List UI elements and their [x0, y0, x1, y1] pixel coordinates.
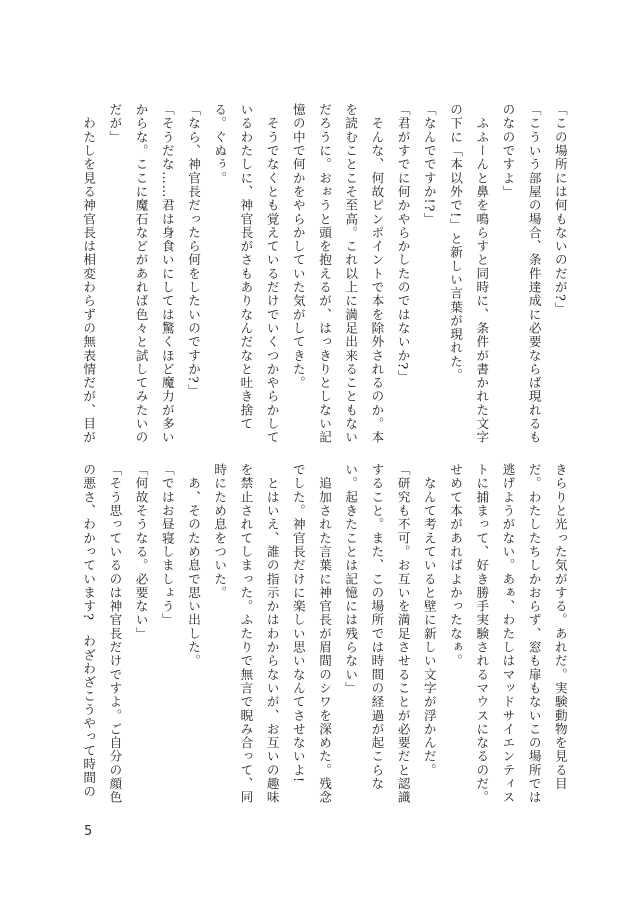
text-paragraph: 「研究も不可。お互いを満足させることが必要だと認識すること。また、この場所では時間の経過が起こらない。起きたことは記憶には残らない」 [343, 463, 411, 805]
text-paragraph: そうでなくとも覚えているだけでいくつかやらかしているわたしに、神官長がさもありなんだなと吐き捨てる。ぐぬぅ。 [212, 103, 280, 445]
text-paragraph: 追加された言葉に神官長が眉間のシワを深めた。残念でした。神官長だけに楽しい思いなんてさせないよ! [290, 463, 333, 805]
text-paragraph: 「君がすでに何かやらかしたのではないか?」 [395, 103, 411, 384]
upper-text-body [75, 103, 573, 445]
text-paragraph: わたしを見る神官長は相変わらずの無表情だが、目が [81, 103, 97, 445]
text-paragraph: 「なら、神官長だったら何をしたいのですか?」 [186, 103, 202, 398]
text-paragraph: ふふーんと鼻を鳴らすと同時に、条件が書かれた文字の下に「本以外で!」と新しい言葉が現れた。 [448, 103, 490, 445]
text-paragraph: 「そうだな……君は身食いにしては驚くほど魔力が多いからな。ここに魔石などがあれば色々と試してみたいのだが」 [107, 103, 175, 445]
text-paragraph: 「なんでですか!?」 [421, 103, 437, 227]
page-number: 5 [84, 824, 93, 839]
text-paragraph: 「ではお昼寝しましょう」 [159, 463, 175, 627]
text-paragraph: 「何故そうなる。必要ない」 [133, 463, 149, 641]
text-paragraph: とはいえ、誰の指示かはわからないが、お互いの趣味を禁止されてしまった。ふたりで無言で睨み合って、同時にため息をついた。 [212, 463, 280, 805]
lower-text-tier [75, 463, 568, 805]
text-paragraph: なんて考えていると壁に新しい文字が浮かんだ。 [421, 463, 437, 777]
text-paragraph: そんな、何故ピンポイントで本を除外されるのか。本を読むことこそ至高。これ以上に満足出来ることもないだろうに。おぉうと頭を抱えるが、はっきりとしない記憶の中で何かをやらかしていた気がしてきた。 [290, 103, 385, 445]
text-paragraph: 「この場所には何もないのだが?」 [552, 103, 568, 316]
text-paragraph: 「そう思っているのは神官長だけですよ。ご自分の顔色の悪さ、わかっています? わざわざこうやって時間の [81, 463, 123, 805]
text-paragraph: きらりと光った気がする。あれだ。実験動物を見る目だ。わたしたちしかおらず、窓も扉もないこの場所では逃げようがない。あぁ、わたしはマッドサイエンティストに捕まって、好き勝手実験されるマウスになるのだ。せめて本があればよかったなぁ。 [448, 463, 568, 805]
text-paragraph: あ、そのため息で思い出した。 [186, 463, 202, 668]
upper-text-tier [75, 103, 568, 445]
lower-text-body [75, 463, 573, 805]
text-paragraph: 「こういう部屋の場合、条件達成に必要ならば現れるものなのですよ」 [500, 103, 542, 445]
